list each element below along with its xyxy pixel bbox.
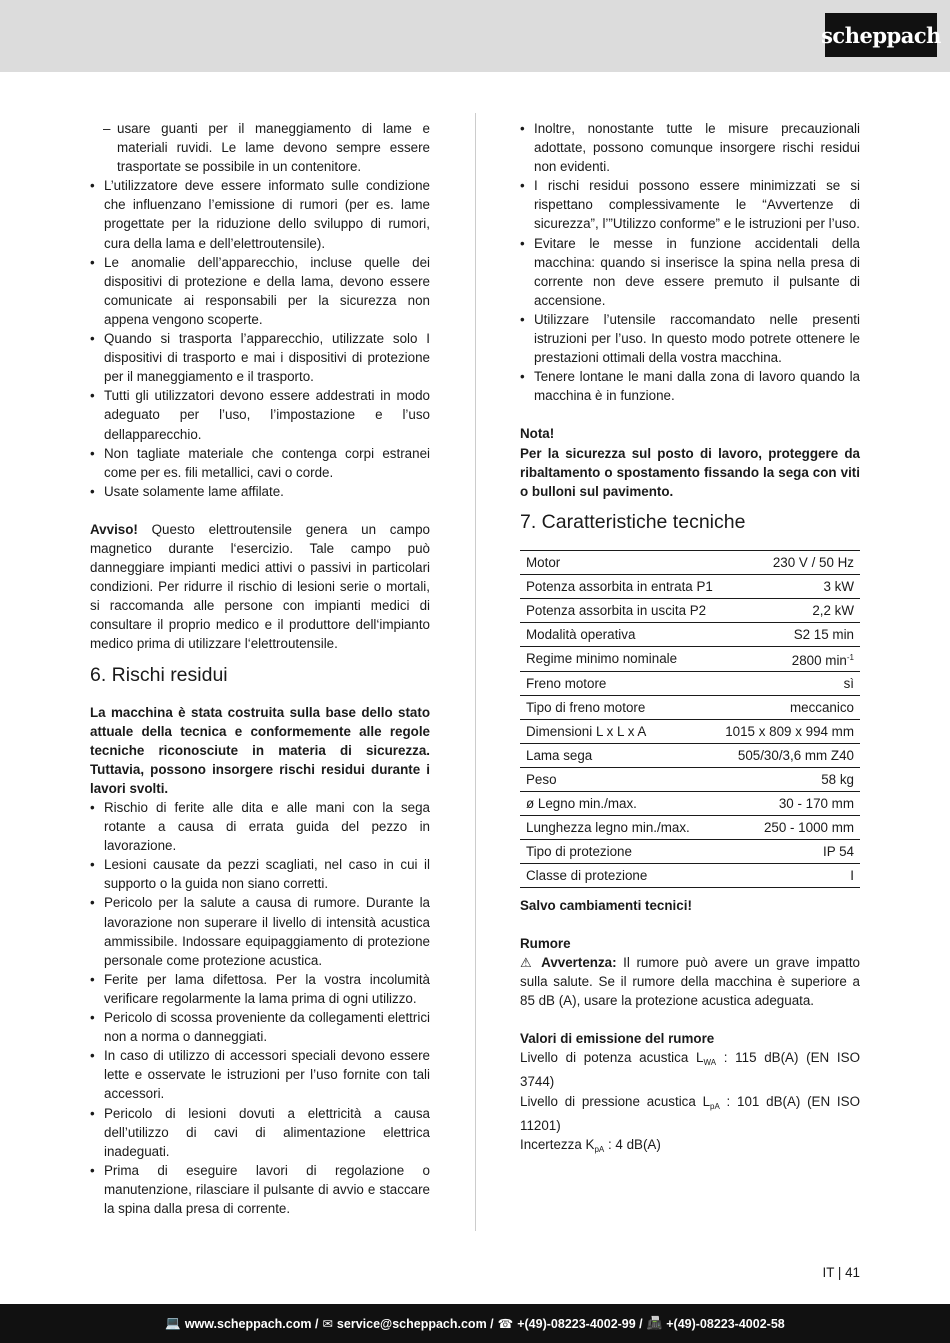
table-row [520, 671, 860, 695]
list-item: • Utilizzare l’utensile raccomandato nelle presenti istruzioni per l’uso. In questo modo potrete ottenere le prestazioni ottimali della vostra macchina. [520, 310, 860, 367]
residual-risks-list [90, 798, 430, 1218]
table-row [520, 598, 860, 622]
right-column [520, 119, 860, 1159]
list-item: • Tenere lontane le mani dalla zona di lavoro quando la macchina è in funzione. [520, 367, 860, 405]
list-item: • Pericolo di scossa proveniente da collegamenti elettrici non a norma o danneggiati. [90, 1008, 430, 1046]
list-item: • Le anomalie dell’apparecchio, incluse quelle dei dispositivi di protezione e della lama, devono essere comunicate ai responsabili per la sicurezza non appena vengono scoperte. [90, 253, 430, 329]
spec-label: Freno motore [520, 671, 719, 695]
list-item: • Ferite per lama difettosa. Per la vostra incolumità verificare regolarmente la lama prima di ogni utilizzo. [90, 970, 430, 1008]
safety-bullets [90, 176, 430, 501]
list-item: • Prima di eseguire lavori di regolazione o manutenzione, rilasciare il pulsante di avvio e staccare la spina dalla presa di corrente. [90, 1161, 430, 1218]
warning-label: Avvertenza: [541, 954, 617, 970]
header-band [0, 0, 950, 72]
phone-icon: ☎ [497, 1317, 514, 1331]
emission-value: : 115 dB(A) (EN ISO 3744) [520, 1050, 860, 1090]
emission-line [520, 1048, 860, 1091]
noise-warning [520, 953, 860, 1010]
noise-heading: Rumore [520, 935, 571, 951]
footer-bar [0, 1304, 950, 1343]
spec-value-exponent: -1 [846, 652, 854, 662]
spec-label: Motor [520, 550, 719, 574]
fax-icon: 📠 [646, 1316, 663, 1330]
notice-label: Avviso! [90, 521, 138, 537]
emission-subscript: WA [703, 1058, 717, 1068]
section-7-heading: 7. Caratteristiche tecniche [520, 510, 746, 533]
emission-heading: Valori di emissione del rumore [520, 1031, 715, 1047]
spec-label: Dimensioni L x L x A [520, 719, 719, 743]
spec-value: 250 - 1000 mm [719, 815, 860, 839]
table-row [520, 791, 860, 815]
spec-value [719, 646, 860, 671]
spec-label: ø Legno min./max. [520, 791, 719, 815]
table-row [520, 622, 860, 646]
list-item: • Usate solamente lame affilate. [90, 482, 430, 501]
website-link[interactable]: www.scheppach.com / [184, 1316, 319, 1331]
section-6-heading: 6. Rischi residui [90, 663, 228, 686]
spec-value: 58 kg [719, 767, 860, 791]
emission-line [520, 1092, 860, 1135]
spec-value: S2 15 min [719, 622, 860, 646]
list-item: • Evitare le messe in funzione accidentali della macchina: quando si inserisce la spina nella presa di corrente non deve essere premuto il pulsante di accensione. [520, 234, 860, 310]
mail-icon: ✉ [322, 1317, 333, 1331]
spec-value: IP 54 [719, 839, 860, 863]
page-number: IT | 41 [822, 1265, 860, 1280]
spec-label: Classe di protezione [520, 863, 719, 887]
table-row [520, 743, 860, 767]
note-label: Nota! [520, 426, 555, 442]
spec-label: Regime minimo nominale [520, 646, 719, 671]
table-row [520, 839, 860, 863]
list-item: • Quando si trasporta l’apparecchio, utilizzate solo I dispositivi di trasporto e mai i dispositivi di protezione per il maneggiamento e il trasporto. [90, 329, 430, 386]
list-item: • Inoltre, nonostante tutte le misure precauzionali adottate, possono comunque insorgere rischi residui non evidenti. [520, 119, 860, 176]
section-6-intro: La macchina è stata costruita sulla base dello stato attuale della tecnica e conformemente alle regole tecniche riconosciute in materia di sicurezza. Tuttavia, possono insorgere rischi residui durante i lavori svolti. [90, 704, 430, 796]
emission-text: Livello di potenza acustica L [520, 1050, 704, 1066]
table-row [520, 646, 860, 671]
table-row [520, 863, 860, 887]
phone-number: +(49)-08223-4002-99 / [517, 1316, 643, 1331]
notice-text: Questo elettroutensile genera un campo magnetico durante l‘esercizio. Tale campo può danneggiare impianti medici attivi o passivi in particolari condizioni. Per ridurre il rischio di lesioni serie o mortali, si raccomanda alle persone con impianti medici di consultare il proprio medico e il produttore dell‘impianto medico prima di utilizzare l‘elettroutensile. [90, 521, 430, 652]
list-item: • Rischio di ferite alle dita e alle mani con la sega rotante a causa di errata guida del pezzo in lavorazione. [90, 798, 430, 855]
spec-value: 3 kW [719, 574, 860, 598]
scheppach-logo: scheppach [825, 13, 937, 57]
spec-label: Potenza assorbita in uscita P2 [520, 598, 719, 622]
list-item: • In caso di utilizzo di accessori speciali devono essere lette e osservate le istruzioni per l’uso fornite con tali accessori. [90, 1046, 430, 1103]
spec-label: Potenza assorbita in entrata P1 [520, 574, 719, 598]
list-item: • Pericolo di lesioni dovuti a elettricità a causa dell’utilizzo di cavi di alimentazione elettrica inadeguati. [90, 1104, 430, 1161]
list-item: • Lesioni causate da pezzi scagliati, nel caso in cui il supporto o la guida non siano corretti. [90, 855, 430, 893]
note-text: Per la sicurezza sul posto di lavoro, proteggere da ribaltamento o spostamento fissando la sega con viti o bulloni sul pavimento. [520, 445, 860, 499]
spec-value: 505/30/3,6 mm Z40 [719, 743, 860, 767]
emission-subscript: pA [710, 1101, 720, 1111]
column-divider [475, 113, 476, 1231]
spec-label: Lunghezza legno min./max. [520, 815, 719, 839]
spec-value: meccanico [719, 695, 860, 719]
emission-text: Incertezza K [520, 1136, 595, 1152]
spec-value: 230 V / 50 Hz [719, 550, 860, 574]
table-row [520, 695, 860, 719]
fax-number: +(49)-08223-4002-58 [666, 1316, 785, 1331]
spec-value: 30 - 170 mm [719, 791, 860, 815]
spec-label: Modalità operativa [520, 622, 719, 646]
emission-subscript: pA [594, 1144, 605, 1154]
warning-text: Il rumore può avere un grave impatto sulla salute. Se il rumore della macchina è superiore a 85 dB (A), usare la protezione acustica adeguata. [520, 954, 860, 1009]
residual-risks-continued [520, 119, 860, 405]
table-row [520, 815, 860, 839]
table-row [520, 550, 860, 574]
spec-value: I [719, 863, 860, 887]
spec-label: Lama sega [520, 743, 719, 767]
spec-value: 2,2 kW [719, 598, 860, 622]
spec-value: sì [719, 671, 860, 695]
changes-note: Salvo cambiamenti tecnici! [520, 897, 692, 913]
spec-value: 1015 x 809 x 994 mm [719, 719, 860, 743]
list-item: – usare guanti per il maneggiamento di lame e materiali ruvidi. Le lame devono sempre essere trasportate se possibile in un contenitore. [90, 119, 430, 176]
spec-label: Tipo di freno motore [520, 695, 719, 719]
warning-triangle-icon: ⚠ [520, 954, 535, 970]
spec-value-text: 2800 min [791, 652, 847, 668]
spec-label: Peso [520, 767, 719, 791]
emission-line [520, 1135, 860, 1159]
computer-icon: 💻 [165, 1316, 181, 1330]
emission-value: : 101 dB(A) (EN ISO 11201) [520, 1093, 860, 1133]
list-item: • Tutti gli utilizzatori devono essere addestrati in modo adeguato per l’uso, l’impostazione e l’uso dellapparecchio. [90, 386, 430, 443]
list-item: • L’utilizzatore deve essere informato sulle condizione che influenzano l’emissione di rumori (per es. lame progettate per la riduzione dello sviluppo di rumori, cura della lama e dell’elettroutensile). [90, 176, 430, 252]
emission-value: : 4 dB(A) [604, 1136, 661, 1152]
left-column [90, 119, 430, 1218]
notice-paragraph [90, 520, 430, 654]
email-link[interactable]: service@scheppach.com / [336, 1316, 494, 1331]
list-item: • Non tagliate materiale che contenga corpi estranei come per es. fili metallici, cavi o corde. [90, 444, 430, 482]
spec-label: Tipo di protezione [520, 839, 719, 863]
list-item: • Pericolo per la salute a causa di rumore. Durante la lavorazione non superare il livello di intensità acustica ammissibile. Indossare equipaggiamento di protezione personale come protezione acustica. [90, 893, 430, 969]
table-row [520, 574, 860, 598]
emission-text: Livello di pressione acustica L [520, 1093, 711, 1109]
intro-list [90, 119, 430, 176]
specs-table [520, 550, 860, 888]
table-row [520, 719, 860, 743]
list-item: • I rischi residui possono essere minimizzati se si rispettano complessivamente le “Avvertenze di sicurezza”, l’”Utilizzo conforme” e le istruzioni per l’uso. [520, 176, 860, 233]
table-row [520, 767, 860, 791]
